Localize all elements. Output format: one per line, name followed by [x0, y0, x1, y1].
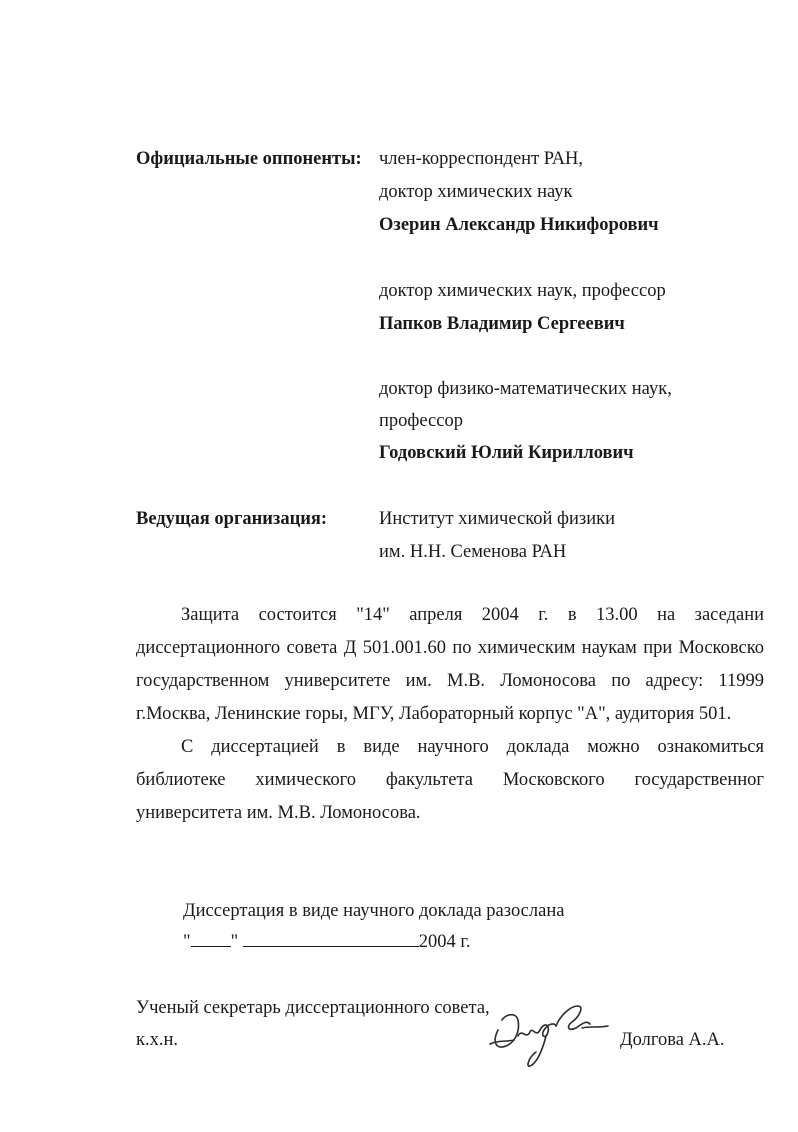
opponent-1-title-line-1: член-корреспондент РАН, [379, 149, 584, 169]
secretary-name: Долгова А.А. [620, 1030, 725, 1050]
library-line-3: университета им. М.В. Ломоносова. [136, 803, 421, 823]
month-blank [243, 931, 419, 947]
library-line-2: библиотеке химического факультета Московского государственног [136, 770, 764, 790]
opponent-3-name: Годовский Юлий Кириллович [379, 443, 634, 463]
opponent-3-title-line-1: доктор физико-математических наук, [379, 379, 672, 399]
secretary-title: Ученый секретарь диссертационного совета, [136, 998, 490, 1018]
opponent-2-title-line-1: доктор химических наук, профессор [379, 281, 666, 301]
opponent-2-name: Папков Владимир Сергеевич [379, 314, 625, 334]
opponents-label: Официальные оппоненты: [136, 149, 362, 169]
opponent-3-title-line-2: профессор [379, 411, 463, 431]
handwritten-signature [484, 996, 614, 1076]
leading-org-label: Ведущая организация: [136, 509, 328, 529]
defense-line-1: Защита состоится "14" апреля 2004 г. в 13.00 на заседани [181, 605, 764, 625]
dispatch-date-line: " " 2004 г. [183, 932, 471, 952]
day-blank [191, 931, 231, 947]
dispatch-date-suffix: 2004 г. [418, 932, 471, 952]
opponent-1-name: Озерин Александр Никифорович [379, 215, 659, 235]
dispatch-line: Диссертация в виде научного доклада разослана [183, 901, 565, 921]
defense-line-3: государственном университете им. М.В. Ломоносова по адресу: 11999 [136, 671, 764, 691]
secretary-degree: к.х.н. [136, 1030, 179, 1050]
library-line-1: С диссертацией в виде научного доклада можно ознакомиться [181, 737, 764, 757]
defense-line-4: г.Москва, Ленинские горы, МГУ, Лабораторный корпус "А", аудитория 501. [136, 704, 732, 724]
leading-org-line-1: Институт химической физики [379, 509, 616, 529]
defense-line-2: диссертационного совета Д 501.001.60 по химическим наукам при Московско [136, 638, 764, 658]
opponent-1-title-line-2: доктор химических наук [379, 182, 573, 202]
leading-org-line-2: им. Н.Н. Семенова РАН [379, 542, 567, 562]
